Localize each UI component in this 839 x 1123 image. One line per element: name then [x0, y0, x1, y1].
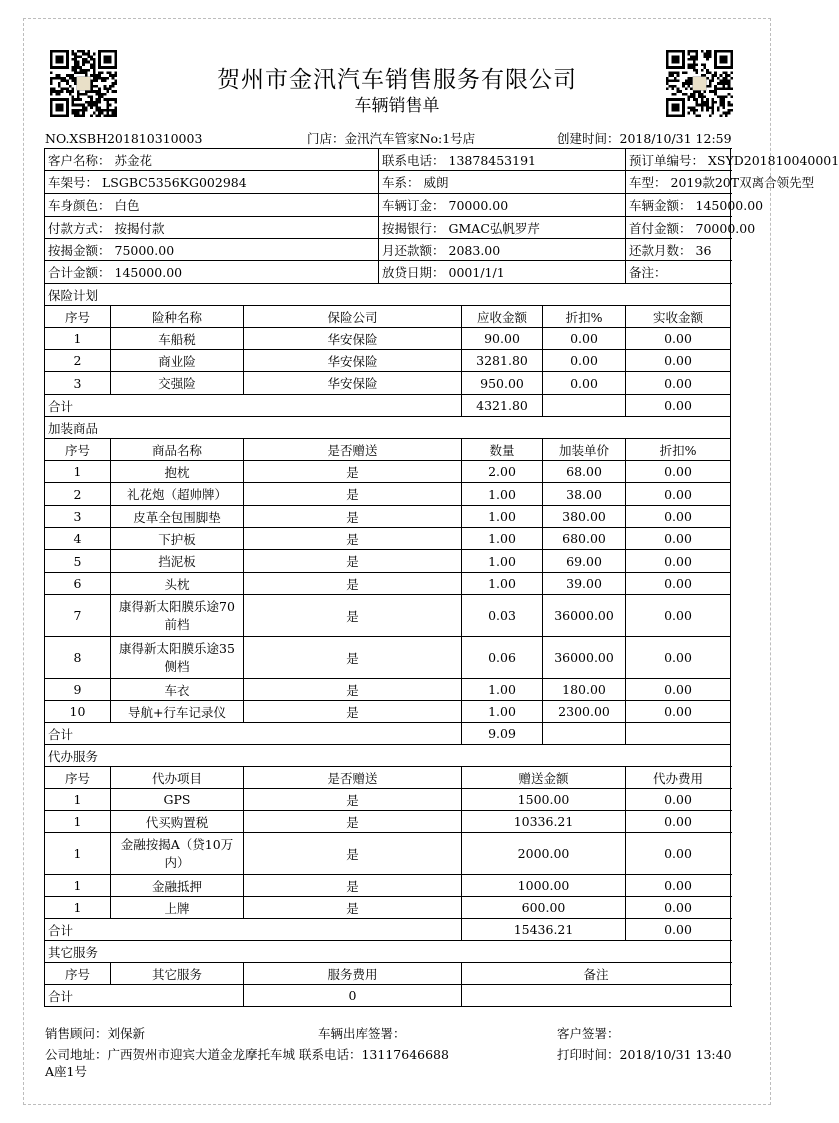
- table-cell: 序号: [45, 767, 111, 789]
- agency-section-title: 代办服务: [45, 745, 731, 767]
- col-header: 应收金额: [462, 306, 543, 328]
- table-row: [45, 811, 731, 833]
- table-cell: 康得新太阳膜乐途70前档: [111, 595, 244, 637]
- price-value: 145000.00: [695, 198, 764, 213]
- table-cell: 序号: [45, 439, 111, 461]
- table-cell: 1000.00: [462, 875, 626, 897]
- total-received: 0.00: [626, 395, 731, 417]
- table-cell: [626, 723, 731, 745]
- table-cell: 抱枕: [111, 461, 244, 483]
- table-cell: 36000.00: [543, 595, 626, 637]
- series-label: 车系：: [382, 175, 420, 190]
- table-cell: 0.00: [626, 701, 731, 723]
- bank-label: 按揭银行：: [382, 220, 445, 236]
- table-cell: 是: [244, 679, 462, 701]
- model-value: 2019款20T双离合领先型: [670, 175, 815, 190]
- table-row: [45, 350, 731, 372]
- insurance-section-title: 保险计划: [45, 284, 731, 306]
- table-cell: 380.00: [543, 506, 626, 528]
- table-cell: 1: [45, 897, 111, 919]
- table-cell: 商业险: [111, 350, 244, 372]
- table-cell: 90.00: [462, 328, 543, 350]
- created-time: [557, 131, 732, 147]
- table-cell: 车船税: [111, 328, 244, 350]
- company-address-line2: A座1号: [45, 1064, 87, 1079]
- table-cell: [626, 171, 815, 194]
- table-cell: [45, 239, 379, 261]
- color-value: 白色: [114, 198, 140, 213]
- color-label: 车身颜色：: [48, 198, 111, 213]
- table-cell: 是否赠送: [244, 439, 462, 461]
- bank-value: GMAC弘帆罗芹: [448, 220, 540, 236]
- table-cell: 华安保险: [244, 372, 462, 395]
- table-cell: 代办项目: [111, 767, 244, 789]
- insurance-header-row: [45, 306, 731, 328]
- table-row: [45, 595, 731, 637]
- table-cell: 0.00: [626, 372, 731, 395]
- total-quantity: 9.09: [462, 723, 543, 745]
- col-header: 险种名称: [111, 306, 244, 328]
- table-cell: 其它服务: [111, 963, 244, 985]
- info-row: [45, 261, 731, 284]
- customer-label: 客户名称：: [48, 152, 111, 168]
- table-cell: [462, 985, 731, 1007]
- info-row: [45, 149, 731, 171]
- table-cell: 7: [45, 595, 111, 637]
- table-cell: 0.00: [626, 679, 731, 701]
- table-cell: 3: [45, 372, 111, 395]
- downpay-value: 70000.00: [695, 220, 756, 236]
- order-number: NO.XSBH201810310003: [45, 131, 203, 146]
- phone-cell: [379, 149, 626, 171]
- table-row: [45, 328, 731, 350]
- table-cell: 皮革全包围脚垫: [111, 506, 244, 528]
- table-cell: [379, 194, 626, 217]
- table-cell: 是: [244, 550, 462, 573]
- table-row: [45, 506, 731, 528]
- table-cell: 服务费用: [244, 963, 462, 985]
- table-cell: 华安保险: [244, 328, 462, 350]
- table-cell: 600.00: [462, 897, 626, 919]
- sales-advisor: 销售顾问：刘保新: [45, 1026, 146, 1041]
- total-label: 合计金额：: [48, 265, 111, 280]
- months-value: 36: [695, 242, 712, 258]
- total-label: 合计: [45, 395, 462, 417]
- total-row: [45, 723, 731, 745]
- table-cell: 1: [45, 811, 111, 833]
- col-header: 序号: [45, 306, 111, 328]
- table-cell: 0.00: [626, 528, 731, 550]
- table-row: [45, 875, 731, 897]
- table-cell: 0.00: [626, 595, 731, 637]
- info-row: [45, 239, 731, 261]
- table-cell: 0.03: [462, 595, 543, 637]
- table-cell: [45, 171, 379, 194]
- table-cell: 车衣: [111, 679, 244, 701]
- table-cell: 加装单价: [543, 439, 626, 461]
- table-cell: 1.00: [462, 528, 543, 550]
- agency-header-row: [45, 767, 731, 789]
- preorder-value: XSYD201810040001: [708, 152, 839, 168]
- table-row: [45, 528, 731, 550]
- table-cell: 是: [244, 573, 462, 595]
- table-cell: 3: [45, 506, 111, 528]
- table-cell: 礼花炮（超帅牌）: [111, 483, 244, 506]
- table-cell: 代买购置税: [111, 811, 244, 833]
- table-cell: 1.00: [462, 573, 543, 595]
- table-row: [45, 701, 731, 723]
- table-cell: 代办费用: [626, 767, 731, 789]
- table-cell: [626, 239, 731, 261]
- total-row: [45, 919, 731, 941]
- table-row: [45, 483, 731, 506]
- table-cell: 赠送金额: [462, 767, 626, 789]
- table-cell: 1.00: [462, 701, 543, 723]
- table-cell: 是: [244, 595, 462, 637]
- table-cell: 1: [45, 789, 111, 811]
- table-cell: 折扣%: [626, 439, 731, 461]
- table-cell: 0.00: [626, 550, 731, 573]
- table-cell: GPS: [111, 789, 244, 811]
- table-cell: 1: [45, 875, 111, 897]
- table-cell: 69.00: [543, 550, 626, 573]
- table-cell: 3281.80: [462, 350, 543, 372]
- table-row: [45, 573, 731, 595]
- table-row: [45, 461, 731, 483]
- table-cell: 180.00: [543, 679, 626, 701]
- table-cell: 是: [244, 483, 462, 506]
- table-cell: 华安保险: [244, 350, 462, 372]
- col-header: 折扣%: [543, 306, 626, 328]
- total-value: 145000.00: [114, 265, 183, 280]
- table-cell: [379, 171, 626, 194]
- sales-table: [44, 148, 839, 1007]
- total-label: 合计: [45, 919, 462, 941]
- table-cell: 2.00: [462, 461, 543, 483]
- table-cell: 是: [244, 528, 462, 550]
- table-cell: [543, 395, 626, 417]
- series-value: 威朗: [423, 175, 449, 190]
- table-cell: 1: [45, 328, 111, 350]
- table-cell: 是: [244, 875, 462, 897]
- deposit-value: 70000.00: [448, 198, 509, 213]
- customer-signature: 客户签署：: [557, 1026, 620, 1041]
- table-cell: 2: [45, 483, 111, 506]
- paymethod-value: 按揭付款: [114, 220, 165, 236]
- store-value: 金汛汽车管家No:1号店: [344, 131, 476, 146]
- loandate-label: 放贷日期：: [382, 265, 445, 280]
- table-cell: 是: [244, 833, 462, 875]
- info-row: [45, 171, 731, 194]
- table-cell: 0.00: [626, 875, 731, 897]
- paymethod-label: 付款方式：: [48, 220, 111, 236]
- total-fee: 0: [244, 985, 462, 1007]
- table-cell: 0.00: [626, 811, 731, 833]
- store-label: 门店：: [307, 131, 345, 146]
- col-header: 实收金额: [626, 306, 731, 328]
- table-cell: 0.00: [626, 789, 731, 811]
- table-cell: 备注: [462, 963, 731, 985]
- table-cell: 0.00: [626, 573, 731, 595]
- table-cell: 是: [244, 811, 462, 833]
- mortgage-label: 按揭金额：: [48, 242, 111, 258]
- other-section-title: 其它服务: [45, 941, 731, 963]
- mortgage-value: 75000.00: [114, 242, 175, 258]
- table-row: [45, 789, 731, 811]
- table-cell: 0.00: [626, 483, 731, 506]
- phone-value: 13878453191: [448, 152, 536, 168]
- table-cell: 序号: [45, 963, 111, 985]
- preorder-label: 预订单编号：: [629, 152, 705, 168]
- total-row: [45, 395, 731, 417]
- table-row: [45, 550, 731, 573]
- remark-label: 备注：: [629, 265, 667, 280]
- table-cell: 0.00: [543, 328, 626, 350]
- created-value: 2018/10/31 12:59: [619, 131, 732, 146]
- table-row: [45, 637, 731, 679]
- table-cell: 1: [45, 461, 111, 483]
- table-cell: [379, 217, 626, 239]
- table-cell: 是: [244, 461, 462, 483]
- table-cell: 0.00: [626, 350, 731, 372]
- other-header-row: [45, 963, 731, 985]
- store-info: [307, 131, 475, 147]
- total-receivable: 4321.80: [462, 395, 543, 417]
- monthly-value: 2083.00: [448, 242, 501, 258]
- price-label: 车辆金额：: [629, 198, 692, 213]
- table-cell: [45, 261, 379, 284]
- table-cell: 36000.00: [543, 637, 626, 679]
- table-cell: 1.00: [462, 506, 543, 528]
- table-cell: [543, 723, 626, 745]
- table-cell: 2000.00: [462, 833, 626, 875]
- table-cell: 8: [45, 637, 111, 679]
- table-cell: 康得新太阳膜乐途35侧档: [111, 637, 244, 679]
- table-cell: 0.00: [626, 833, 731, 875]
- table-cell: 交强险: [111, 372, 244, 395]
- table-cell: 上牌: [111, 897, 244, 919]
- total-fee: 0.00: [626, 919, 731, 941]
- info-row: [45, 217, 731, 239]
- preorder-cell: [626, 149, 839, 171]
- vin-label: 车架号：: [48, 175, 99, 190]
- info-row: [45, 194, 731, 217]
- company-name: 贺州市金汛汽车销售服务有限公司: [217, 67, 577, 93]
- table-cell: 1500.00: [462, 789, 626, 811]
- table-cell: 金融抵押: [111, 875, 244, 897]
- customer-cell: [45, 149, 379, 171]
- total-row: [45, 985, 731, 1007]
- table-cell: 38.00: [543, 483, 626, 506]
- table-cell: 0.00: [543, 350, 626, 372]
- print-time: 打印时间：2018/10/31 13:40: [557, 1047, 732, 1062]
- downpay-label: 首付金额：: [629, 220, 692, 236]
- table-cell: 1.00: [462, 679, 543, 701]
- col-header: 保险公司: [244, 306, 462, 328]
- table-cell: 4: [45, 528, 111, 550]
- table-cell: 0.06: [462, 637, 543, 679]
- total-label: 合计: [45, 985, 244, 1007]
- table-row: [45, 372, 731, 395]
- outbound-signature: 车辆出库签署：: [318, 1026, 406, 1041]
- table-cell: 下护板: [111, 528, 244, 550]
- table-cell: 导航+行车记录仪: [111, 701, 244, 723]
- table-cell: [45, 217, 379, 239]
- table-cell: 6: [45, 573, 111, 595]
- table-cell: 5: [45, 550, 111, 573]
- table-cell: 1.00: [462, 483, 543, 506]
- table-cell: 0.00: [626, 506, 731, 528]
- accessories-section-title: 加装商品: [45, 417, 731, 439]
- table-cell: 0.00: [626, 461, 731, 483]
- table-cell: [379, 239, 626, 261]
- accessories-header-row: [45, 439, 731, 461]
- table-cell: 2300.00: [543, 701, 626, 723]
- table-cell: 是否赠送: [244, 767, 462, 789]
- table-cell: 680.00: [543, 528, 626, 550]
- table-cell: [626, 194, 764, 217]
- table-cell: 头枕: [111, 573, 244, 595]
- table-cell: 0.00: [626, 897, 731, 919]
- table-cell: 1: [45, 833, 111, 875]
- table-cell: [379, 261, 626, 284]
- table-row: [45, 679, 731, 701]
- table-cell: 数量: [462, 439, 543, 461]
- table-cell: 是: [244, 506, 462, 528]
- table-cell: 0.00: [543, 372, 626, 395]
- table-cell: [626, 217, 756, 239]
- table-cell: 2: [45, 350, 111, 372]
- loandate-value: 0001/1/1: [448, 265, 505, 280]
- table-cell: 9: [45, 679, 111, 701]
- created-label: 创建时间：: [557, 131, 620, 146]
- table-cell: [45, 194, 379, 217]
- table-cell: 10: [45, 701, 111, 723]
- total-label: 合计: [45, 723, 462, 745]
- table-cell: 68.00: [543, 461, 626, 483]
- vin-value: LSGBC5356KG002984: [102, 175, 247, 190]
- customer-value: 苏金花: [114, 152, 153, 168]
- total-gift: 15436.21: [462, 919, 626, 941]
- table-cell: 950.00: [462, 372, 543, 395]
- document-title: 车辆销售单: [354, 96, 440, 116]
- table-cell: 1.00: [462, 550, 543, 573]
- table-row: [45, 833, 731, 875]
- table-cell: 金融按揭A（贷10万内）: [111, 833, 244, 875]
- phone-label: 联系电话：: [382, 152, 445, 168]
- table-cell: 是: [244, 789, 462, 811]
- table-cell: 0.00: [626, 637, 731, 679]
- table-cell: 10336.21: [462, 811, 626, 833]
- table-cell: 0.00: [626, 328, 731, 350]
- table-cell: [626, 261, 731, 284]
- table-cell: 是: [244, 637, 462, 679]
- model-label: 车型：: [629, 175, 667, 190]
- table-cell: 是: [244, 897, 462, 919]
- table-cell: 挡泥板: [111, 550, 244, 573]
- monthly-label: 月还款额：: [382, 242, 445, 258]
- table-cell: 商品名称: [111, 439, 244, 461]
- months-label: 还款月数：: [629, 242, 692, 258]
- company-address: 公司地址：广西贺州市迎宾大道金龙摩托车城 联系电话：13117646688: [45, 1047, 449, 1062]
- table-cell: 39.00: [543, 573, 626, 595]
- table-row: [45, 897, 731, 919]
- table-cell: 是: [244, 701, 462, 723]
- deposit-label: 车辆订金：: [382, 198, 445, 213]
